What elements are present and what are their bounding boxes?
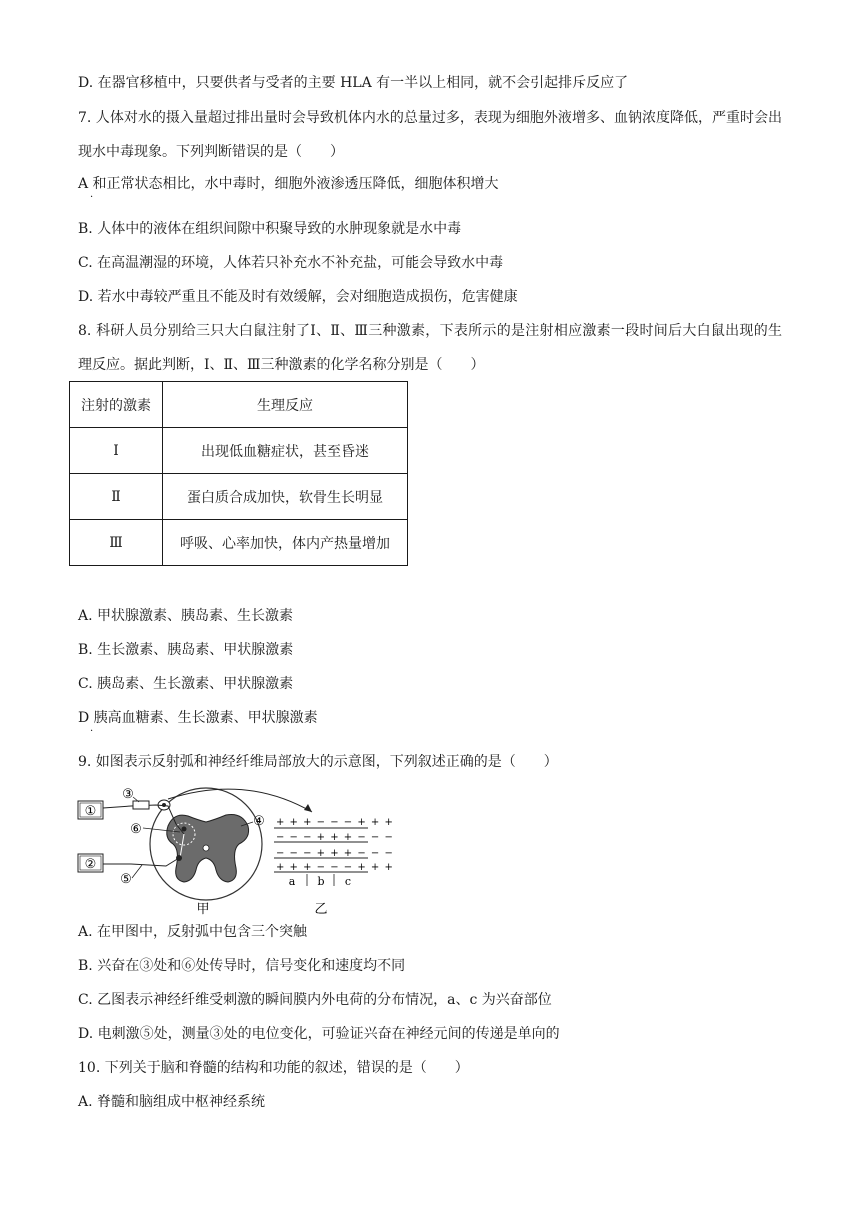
table-header-cell: 注射的激素 — [70, 382, 163, 428]
table-cell-reaction: 蛋白质合成加快，软骨生长明显 — [163, 474, 408, 520]
table-cell-hormone: Ⅰ — [70, 428, 163, 474]
table-cell-hormone: Ⅲ — [70, 520, 163, 566]
table-cell-hormone: Ⅱ — [70, 474, 163, 520]
label-6: ⑥ — [130, 822, 142, 837]
table-header-cell: 生理反应 — [163, 382, 408, 428]
q8-option-b: B. 生长激素、胰岛素、甲状腺激素 — [78, 642, 294, 658]
label-4: ④ — [253, 814, 265, 829]
segment-label-a: a — [288, 875, 296, 888]
q7-option-a: A 和正常状态相比，水中毒时，细胞外液渗透压降低，细胞体积增大 — [78, 176, 499, 192]
charge-row: − − − + + + − − − — [276, 848, 394, 859]
q9-option-d: D. 电刺激⑤处，测量③处的电位变化，可验证兴奋在神经元间的传递是单向的 — [78, 1026, 560, 1042]
q6-option-d: D. 在器官移植中，只要供者与受者的主要 HLA 有一半以上相同，就不会引起排斥反应了 — [78, 75, 629, 91]
central-canal — [203, 845, 209, 851]
charge-row: + + + − − − + + + — [276, 862, 394, 873]
q8-option-c: C. 胰岛素、生长激素、甲状腺激素 — [78, 676, 294, 692]
caption-jia: 甲 — [196, 902, 210, 917]
table-cell-reaction: 呼吸、心率加快，体内产热量增加 — [163, 520, 408, 566]
charge-row: − − − + + + − − − — [276, 832, 394, 843]
segment-label-c: c — [344, 875, 352, 888]
q8-stem: 8. 科研人员分别给三只大白鼠注射了Ⅰ、Ⅱ、Ⅲ三种激素，下表所示的是注射相应激素一段时间后大白鼠出现的生理反应。据此判断，Ⅰ、Ⅱ、Ⅲ三种激素的化学名称分别是（ ） — [78, 323, 782, 373]
q7-option-a-dot: · — [90, 192, 94, 203]
q8-option-a: A. 甲状腺激素、胰岛素、生长激素 — [78, 608, 294, 624]
q9-stem: 9. 如图表示反射弧和神经纤维局部放大的示意图，下列叙述正确的是（ ） — [78, 754, 558, 770]
q7-stem: 7. 人体对水的摄入量超过排出量时会导致机体内水的总量过多，表现为细胞外液增多、血钠浓度降低，严重时会出现水中毒现象。下列判断错误的是（ ） — [78, 110, 782, 160]
label-1: ① — [84, 804, 97, 819]
label-2: ② — [84, 857, 97, 872]
q8-option-d-dot: · — [90, 726, 94, 737]
charge-row: + + + − − − + + + — [276, 817, 394, 828]
table-row — [70, 520, 408, 566]
ganglion-nucleus — [162, 803, 166, 807]
neuron-body-1 — [182, 827, 187, 832]
q10-option-a: A. 脊髓和脑组成中枢神经系统 — [78, 1094, 266, 1110]
reflex-arc-figure — [76, 782, 394, 921]
table-row — [70, 474, 408, 520]
q7-option-b: B. 人体中的液体在组织间隙中积聚导致的水肿现象就是水中毒 — [78, 221, 462, 237]
afferent-box — [133, 801, 149, 809]
reflex-arc-diagram — [76, 782, 394, 917]
label-5: ⑤ — [120, 872, 132, 887]
q7-option-d: D. 若水中毒较严重且不能及时有效缓解，会对细胞造成损伤，危害健康 — [78, 289, 518, 305]
table-cell-reaction: 出现低血糖症状，甚至昏迷 — [163, 428, 408, 474]
table-row — [70, 428, 408, 474]
table-header-row — [70, 382, 408, 428]
q8-option-d: D 胰高血糖素、生长激素、甲状腺激素 — [78, 710, 318, 726]
q9-option-c: C. 乙图表示神经纤维受刺激的瞬间膜内外电荷的分布情况，a、c 为兴奋部位 — [78, 992, 552, 1008]
segment-label-b: b — [317, 875, 325, 888]
leader-line-5 — [132, 865, 142, 878]
q9-option-a: A. 在甲图中，反射弧中包含三个突触 — [78, 924, 308, 940]
membrane-diagram — [274, 817, 394, 888]
q9-option-b: B. 兴奋在③处和⑥处传导时，信号变化和速度均不同 — [78, 958, 406, 974]
q7-option-c: C. 在高温潮湿的环境，人体若只补充水不补充盐，可能会导致水中毒 — [78, 255, 504, 271]
caption-yi: 乙 — [314, 902, 328, 917]
label-3: ③ — [122, 787, 134, 802]
q10-stem: 10. 下列关于脑和脊髓的结构和功能的叙述，错误的是（ ） — [78, 1060, 469, 1076]
hormone-table — [69, 381, 408, 566]
